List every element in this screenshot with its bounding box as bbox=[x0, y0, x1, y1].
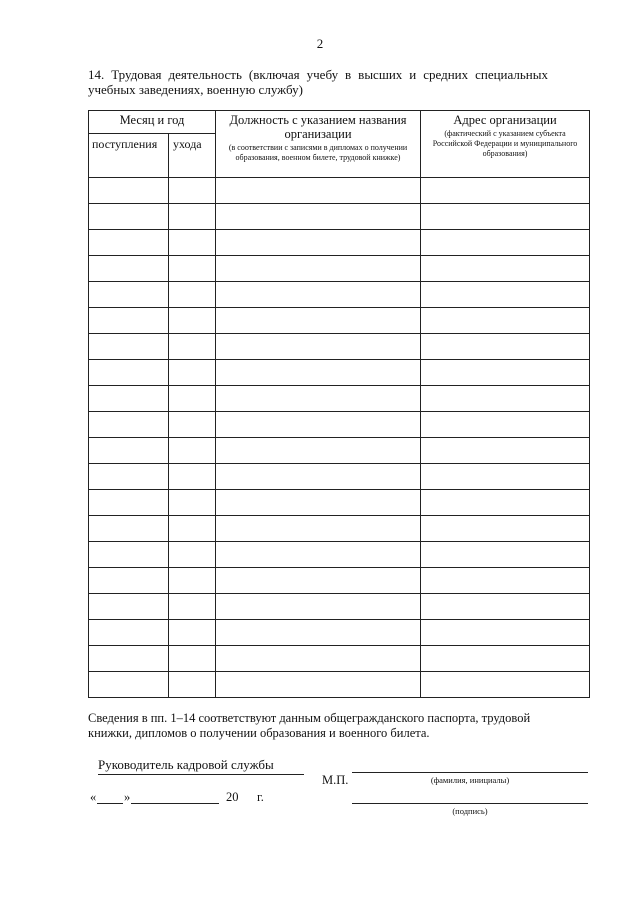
table-row bbox=[89, 230, 590, 256]
statement-text: Сведения в пп. 1–14 соответствуют данным общегражданского паспорта, трудовой книжки, дипломов о получении образования и военного билета. bbox=[88, 711, 531, 740]
cell-position[interactable] bbox=[216, 568, 421, 594]
cell-address[interactable] bbox=[421, 568, 590, 594]
header-position-title: Должность с указанием названия организации bbox=[229, 113, 407, 141]
header-address-title: Адрес организации bbox=[453, 113, 557, 127]
cell-address[interactable] bbox=[421, 204, 590, 230]
date-close-quote: » bbox=[124, 790, 131, 804]
header-month-year: Месяц и год bbox=[89, 111, 216, 134]
cell-address[interactable] bbox=[421, 178, 590, 204]
cell-address[interactable] bbox=[421, 386, 590, 412]
cell-end[interactable] bbox=[169, 204, 216, 230]
cell-start[interactable] bbox=[89, 620, 169, 646]
cell-position[interactable] bbox=[216, 386, 421, 412]
cell-start[interactable] bbox=[89, 672, 169, 698]
work-history-table bbox=[88, 110, 590, 698]
cell-end[interactable] bbox=[169, 516, 216, 542]
cell-end[interactable] bbox=[169, 178, 216, 204]
table-row bbox=[89, 386, 590, 412]
cell-end[interactable] bbox=[169, 594, 216, 620]
cell-end[interactable] bbox=[169, 568, 216, 594]
cell-position[interactable] bbox=[216, 620, 421, 646]
cell-start[interactable] bbox=[89, 230, 169, 256]
table-row bbox=[89, 334, 590, 360]
cell-start[interactable] bbox=[89, 360, 169, 386]
cell-position[interactable] bbox=[216, 516, 421, 542]
date-day-line[interactable] bbox=[97, 803, 123, 804]
name-line[interactable] bbox=[352, 772, 588, 773]
cell-start[interactable] bbox=[89, 204, 169, 230]
cell-start[interactable] bbox=[89, 594, 169, 620]
cell-end[interactable] bbox=[169, 386, 216, 412]
seal-mark: М.П. bbox=[322, 773, 349, 787]
cell-start[interactable] bbox=[89, 568, 169, 594]
table-row bbox=[89, 568, 590, 594]
table-body bbox=[89, 178, 590, 698]
cell-start[interactable] bbox=[89, 646, 169, 672]
cell-position[interactable] bbox=[216, 412, 421, 438]
date-open-quote: « bbox=[90, 790, 97, 804]
table-row bbox=[89, 646, 590, 672]
cell-start[interactable] bbox=[89, 542, 169, 568]
cell-end[interactable] bbox=[169, 256, 216, 282]
table-row bbox=[89, 282, 590, 308]
cell-address[interactable] bbox=[421, 464, 590, 490]
cell-start[interactable] bbox=[89, 386, 169, 412]
date-month-line[interactable] bbox=[131, 803, 219, 804]
cell-address[interactable] bbox=[421, 230, 590, 256]
cell-end[interactable] bbox=[169, 438, 216, 464]
header-start: поступления bbox=[89, 134, 169, 178]
table-row bbox=[89, 256, 590, 282]
signature-caption: (подпись) bbox=[452, 806, 488, 816]
cell-address[interactable] bbox=[421, 256, 590, 282]
cell-address[interactable] bbox=[421, 334, 590, 360]
cell-end[interactable] bbox=[169, 334, 216, 360]
cell-position[interactable] bbox=[216, 360, 421, 386]
cell-start[interactable] bbox=[89, 438, 169, 464]
header-end: ухода bbox=[169, 134, 216, 178]
cell-address[interactable] bbox=[421, 490, 590, 516]
cell-position[interactable] bbox=[216, 282, 421, 308]
header-position-note: (в соответствии с записями в дипломах о получении образования, военном билете, трудовой книжке) bbox=[228, 143, 408, 162]
cell-address[interactable] bbox=[421, 542, 590, 568]
cell-start[interactable] bbox=[89, 464, 169, 490]
cell-position[interactable] bbox=[216, 334, 421, 360]
section-title: 14. Трудовая деятельность (включая учебу в высших и средних специальных учебных заведениях, военную службу) bbox=[88, 67, 548, 97]
table-row bbox=[89, 464, 590, 490]
table-row bbox=[89, 672, 590, 698]
cell-address[interactable] bbox=[421, 672, 590, 698]
cell-end[interactable] bbox=[169, 360, 216, 386]
name-caption: (фамилия, инициалы) bbox=[430, 775, 510, 785]
cell-start[interactable] bbox=[89, 516, 169, 542]
cell-position[interactable] bbox=[216, 438, 421, 464]
table-row bbox=[89, 620, 590, 646]
table-row bbox=[89, 490, 590, 516]
cell-start[interactable] bbox=[89, 412, 169, 438]
cell-position[interactable] bbox=[216, 542, 421, 568]
cell-position[interactable] bbox=[216, 230, 421, 256]
table-row bbox=[89, 308, 590, 334]
header-position bbox=[216, 111, 421, 178]
signature-line[interactable] bbox=[352, 803, 588, 804]
cell-position[interactable] bbox=[216, 672, 421, 698]
cell-address[interactable] bbox=[421, 594, 590, 620]
cell-start[interactable] bbox=[89, 334, 169, 360]
table-row bbox=[89, 204, 590, 230]
hr-head-role: Руководитель кадровой службы bbox=[98, 757, 304, 775]
cell-address[interactable] bbox=[421, 412, 590, 438]
cell-position[interactable] bbox=[216, 204, 421, 230]
date-year-prefix: 20 bbox=[226, 790, 239, 804]
cell-address[interactable] bbox=[421, 646, 590, 672]
cell-address[interactable] bbox=[421, 282, 590, 308]
cell-address[interactable] bbox=[421, 516, 590, 542]
cell-address[interactable] bbox=[421, 360, 590, 386]
cell-position[interactable] bbox=[216, 646, 421, 672]
cell-end[interactable] bbox=[169, 464, 216, 490]
cell-end[interactable] bbox=[169, 282, 216, 308]
page-number: 2 bbox=[316, 36, 324, 51]
cell-position[interactable] bbox=[216, 308, 421, 334]
date-year-suffix: г. bbox=[257, 790, 264, 804]
cell-end[interactable] bbox=[169, 672, 216, 698]
cell-end[interactable] bbox=[169, 620, 216, 646]
cell-start[interactable] bbox=[89, 308, 169, 334]
cell-position[interactable] bbox=[216, 178, 421, 204]
table-row bbox=[89, 516, 590, 542]
cell-address[interactable] bbox=[421, 620, 590, 646]
cell-position[interactable] bbox=[216, 594, 421, 620]
cell-end[interactable] bbox=[169, 646, 216, 672]
cell-position[interactable] bbox=[216, 256, 421, 282]
cell-end[interactable] bbox=[169, 230, 216, 256]
table-row bbox=[89, 178, 590, 204]
table-row bbox=[89, 438, 590, 464]
table-row bbox=[89, 412, 590, 438]
table-row bbox=[89, 542, 590, 568]
cell-start[interactable] bbox=[89, 178, 169, 204]
table-row bbox=[89, 360, 590, 386]
cell-end[interactable] bbox=[169, 412, 216, 438]
cell-end[interactable] bbox=[169, 490, 216, 516]
cell-end[interactable] bbox=[169, 542, 216, 568]
cell-end[interactable] bbox=[169, 308, 216, 334]
cell-position[interactable] bbox=[216, 490, 421, 516]
cell-start[interactable] bbox=[89, 282, 169, 308]
header-address-note: (фактический с указанием субъекта Российской Федерации и муниципального образования) bbox=[432, 129, 578, 158]
cell-start[interactable] bbox=[89, 256, 169, 282]
cell-address[interactable] bbox=[421, 438, 590, 464]
cell-position[interactable] bbox=[216, 464, 421, 490]
cell-address[interactable] bbox=[421, 308, 590, 334]
cell-start[interactable] bbox=[89, 490, 169, 516]
table-row bbox=[89, 594, 590, 620]
header-address bbox=[421, 111, 590, 178]
